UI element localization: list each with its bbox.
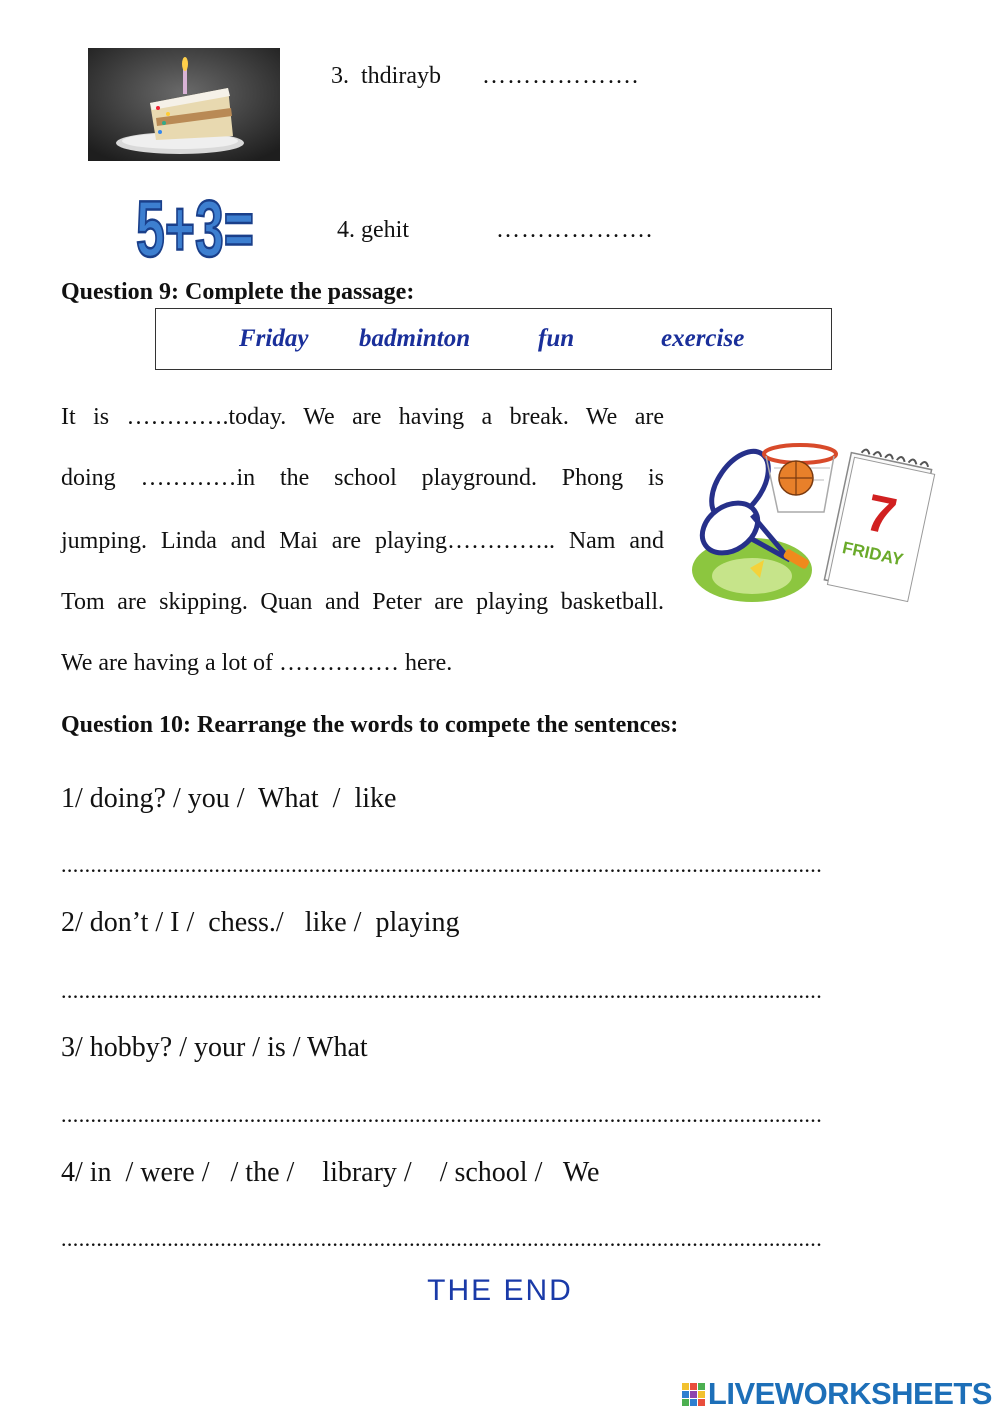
word-bank-item: badminton bbox=[359, 325, 471, 352]
word-bank-item: exercise bbox=[661, 325, 745, 352]
liveworksheets-logo[interactable] bbox=[682, 1374, 992, 1414]
unscramble-item-4-blank[interactable]: ………………. bbox=[496, 217, 653, 243]
question-10-title: Question 10: Rearrange the words to compete the sentences: bbox=[61, 712, 679, 738]
word-bank-box bbox=[155, 308, 832, 370]
calendar-number: 7 bbox=[860, 483, 902, 547]
the-end-heading: THE END bbox=[427, 1274, 573, 1307]
unscramble-item-4-label: 4. gehit bbox=[337, 217, 409, 243]
answer-line-3[interactable]: ................................................................................................................................. bbox=[61, 1102, 823, 1127]
unscramble-item-3-label: 3. thdirayb bbox=[331, 63, 441, 89]
logo-text: LIVEWORKSHEETS bbox=[707, 1376, 992, 1411]
rearrange-item-4: 4/ in / were / / the / library / / school / We bbox=[61, 1157, 600, 1188]
passage-line: doing …………in the school playground. Phong is bbox=[61, 465, 664, 491]
answer-line-4[interactable]: ................................................................................................................................. bbox=[61, 1226, 823, 1251]
unscramble-item-3-blank[interactable]: ………………. bbox=[482, 63, 639, 89]
answer-line-2[interactable]: ................................................................................................................................. bbox=[61, 978, 823, 1003]
math-sum-image bbox=[136, 184, 256, 273]
question-9-title: Question 9: Complete the passage: bbox=[61, 279, 415, 305]
passage-line: Tom are skipping. Quan and Peter are playing basketball. bbox=[61, 589, 664, 615]
word-bank-item: fun bbox=[538, 325, 575, 352]
rearrange-item-1: 1/ doing? / you / What / like bbox=[61, 783, 397, 814]
sports-calendar-image bbox=[690, 420, 940, 610]
calendar-day: FRIDAY bbox=[840, 538, 905, 570]
rearrange-item-3: 3/ hobby? / your / is / What bbox=[61, 1032, 368, 1063]
passage-line: jumping. Linda and Mai are playing………….. Nam and bbox=[61, 528, 664, 554]
svg-text:5+3=: 5+3= bbox=[136, 184, 254, 273]
passage-line: We are having a lot of …………… here. bbox=[61, 650, 453, 676]
answer-line-1[interactable]: ................................................................................................................................. bbox=[61, 852, 823, 877]
passage-line: It is ………….today. We are having a break. We are bbox=[61, 404, 664, 430]
rearrange-item-2: 2/ don’t / I / chess./ like / playing bbox=[61, 907, 460, 938]
word-bank-item: Friday bbox=[239, 325, 309, 352]
logo-grid-icon bbox=[682, 1383, 705, 1406]
cake-image bbox=[88, 48, 280, 161]
